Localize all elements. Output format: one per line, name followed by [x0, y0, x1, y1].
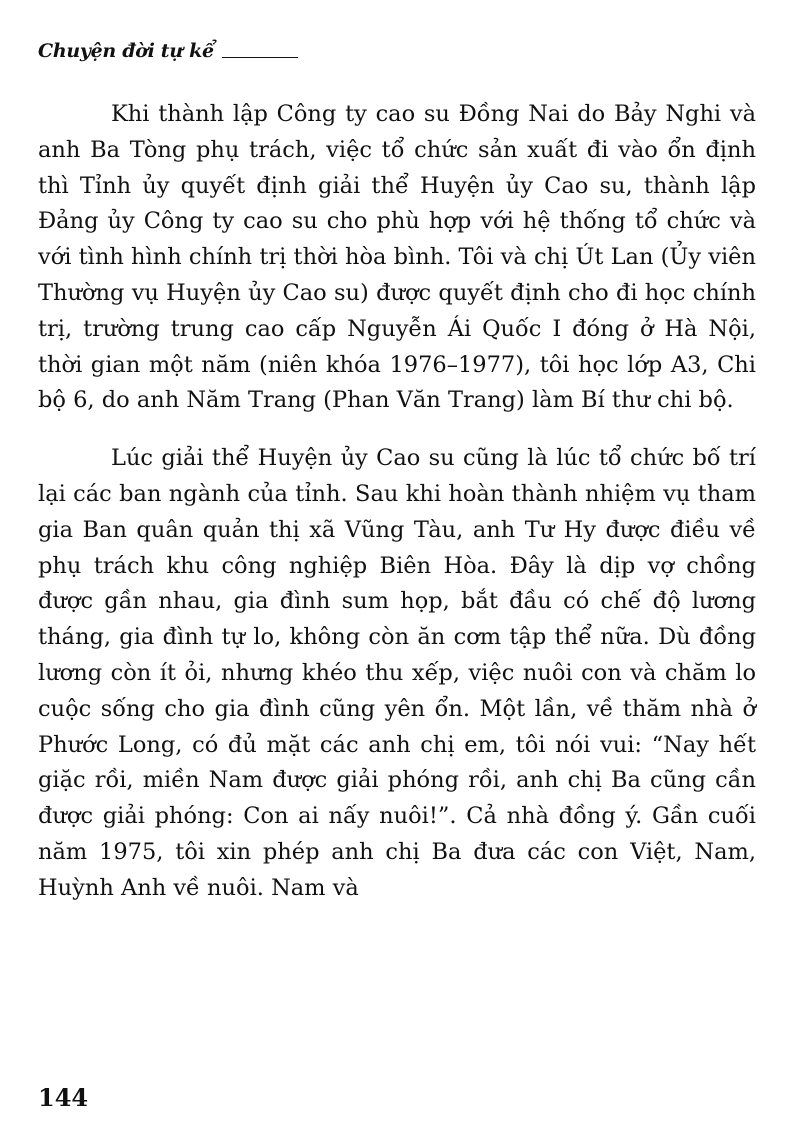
paragraph-2: Lúc giải thể Huyện ủy Cao su cũng là lúc tổ chức bố trí lại các ban ngành của tỉnh. Sau khi hoàn thành nhiệm vụ tham gia Ban quân quản thị xã Vũng Tàu, anh Tư Hy được điều về phụ trách khu công nghiệp Biên Hòa. Đây là dịp vợ chồng được gần nhau, gia đình sum họp, bắt đầu có chế độ lương tháng, gia đình tự lo, không còn ăn cơm tập thể nữa. Dù đồng lương còn ít ỏi, nhưng khéo thu xếp, việc nuôi con và chăm lo cuộc sống cho gia đình cũng yên ổn. Một lần, về thăm nhà ở Phước Long, có đủ mặt các anh chị em, tôi nói vui: “Nay hết giặc rồi, miền Nam được giải phóng rồi, anh chị Ba cũng cần được giải phóng: Con ai nấy nuôi!”. Cả nhà đồng ý. Gần cuối năm 1975, tôi xin phép anh chị Ba đưa các con Việt, Nam, Huỳnh Anh về nuôi. Nam và [38, 445, 756, 901]
header-rule [222, 57, 298, 58]
running-header-title: Chuyện đời tự kể [38, 40, 214, 62]
page-number: 144 [38, 1083, 89, 1112]
paragraph-1: Khi thành lập Công ty cao su Đồng Nai do Bảy Nghi và anh Ba Tòng phụ trách, việc tổ chức sản xuất đi vào ổn định thì Tỉnh ủy quyết định giải thể Huyện ủy Cao su, thành lập Đảng ủy Công ty cao su cho phù hợp với hệ thống tổ chức và với tình hình chính trị thời hòa bình. Tôi và chị Út Lan (Ủy viên Thường vụ Huyện ủy Cao su) được quyết định cho đi học chính trị, trường trung cao cấp Nguyễn Ái Quốc I đóng ở Hà Nội, thời gian một năm (niên khóa 1976–1977), tôi học lớp A3, Chi bộ 6, do anh Năm Trang (Phan Văn Trang) làm Bí thư chi bộ. [38, 101, 756, 414]
running-header [38, 40, 298, 62]
body-text [38, 97, 756, 907]
